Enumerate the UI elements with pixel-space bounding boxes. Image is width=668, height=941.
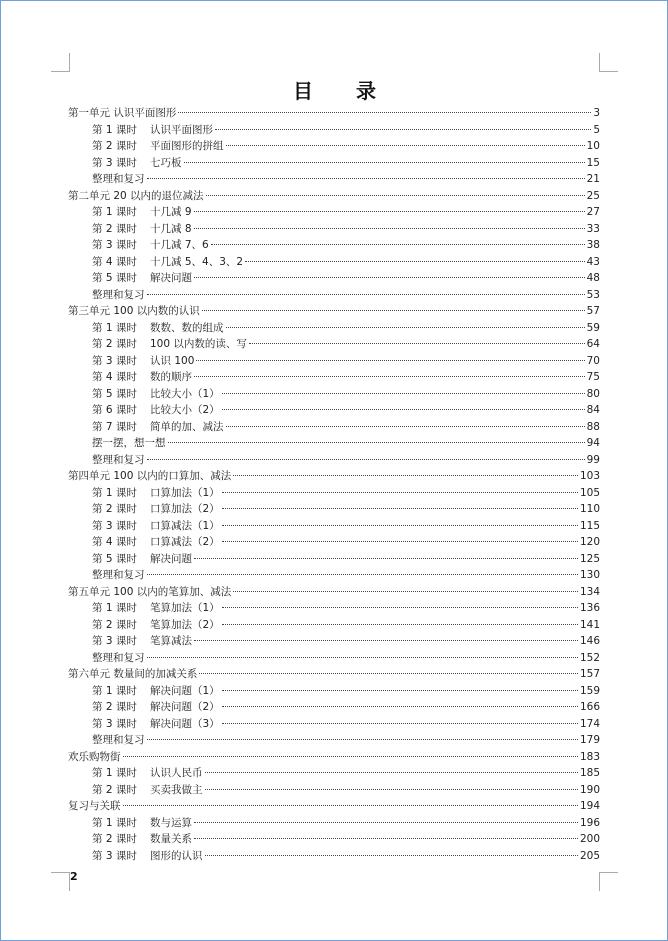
toc-entry-title: 数数、数的组成 — [150, 321, 224, 334]
margin-corner-mark — [51, 872, 70, 891]
toc-page-number: 59 — [586, 321, 600, 334]
toc-lesson-number: 第 1 课时 — [92, 816, 137, 829]
dot-leader — [222, 706, 578, 707]
dot-leader — [226, 145, 585, 146]
toc-page-number: 159 — [579, 684, 600, 697]
dot-leader — [206, 195, 585, 196]
toc-entry-title: 口算加法（1） — [150, 486, 220, 499]
toc-lesson-number: 第 1 课时 — [92, 123, 137, 136]
toc-entry-title: 比较大小（1） — [150, 387, 220, 400]
toc-lesson-number: 第 4 课时 — [92, 536, 137, 548]
dot-leader — [147, 739, 578, 740]
toc-lesson-entry[interactable] — [68, 551, 600, 568]
toc-lesson-entry[interactable] — [68, 831, 600, 848]
toc-entry-title: 解决问题（3） — [150, 717, 220, 730]
toc-page-number: 10 — [586, 140, 600, 152]
toc-lesson-entry[interactable] — [68, 254, 600, 271]
dot-leader — [194, 376, 585, 377]
dot-leader — [211, 244, 585, 245]
dot-leader — [123, 805, 578, 806]
toc-page-number: 84 — [586, 404, 600, 416]
toc-page-number: 25 — [586, 189, 600, 202]
dot-leader — [194, 211, 585, 212]
toc-lesson-entry[interactable] — [68, 386, 600, 403]
dot-leader — [196, 360, 584, 361]
toc-page-number: 136 — [579, 602, 600, 614]
toc-lesson-number: 第 3 课时 — [92, 635, 137, 647]
toc-lesson-number: 第 3 课时 — [92, 717, 137, 730]
dot-leader — [194, 822, 578, 823]
dot-leader — [194, 838, 578, 839]
toc-lesson-number: 第 2 课时 — [92, 338, 137, 350]
toc-unit-entry[interactable] — [68, 749, 600, 766]
dot-leader — [226, 426, 585, 427]
toc-lesson-entry[interactable] — [68, 699, 600, 716]
toc-entry-title: 第四单元 100 以内的口算加、减法 — [68, 470, 232, 482]
toc-lesson-number: 第 3 课时 — [92, 156, 137, 169]
toc-page-number: 94 — [586, 437, 600, 449]
dot-leader — [233, 475, 578, 476]
toc-lesson-number: 第 5 课时 — [92, 272, 137, 284]
toc-entry-title: 平面图形的拼组 — [150, 140, 224, 152]
toc-entry-title: 十几减 8 — [150, 222, 192, 235]
toc-lesson-number: 第 5 课时 — [92, 387, 137, 400]
toc-page-number: 88 — [586, 420, 600, 433]
toc-page-number: 115 — [579, 519, 600, 532]
toc-lesson-number: 第 4 课时 — [92, 371, 137, 383]
toc-entry-title: 买卖我做主 — [150, 783, 203, 796]
toc-entry-title: 摆一摆，想一想 — [92, 437, 166, 449]
toc-lesson-entry[interactable] — [68, 435, 600, 452]
toc-page-number: 57 — [586, 305, 600, 317]
dot-leader — [147, 657, 578, 658]
toc-entry-title: 第三单元 100 以内数的认识 — [68, 305, 200, 317]
dot-leader — [233, 591, 578, 592]
toc-entry-title: 笔算加法（1） — [150, 602, 220, 614]
toc-entry-title: 整理和复习 — [92, 173, 145, 185]
page-number: 2 — [70, 870, 78, 883]
toc-page-number: 33 — [586, 222, 600, 235]
toc-entry-title: 复习与关联 — [68, 800, 121, 812]
toc-entry-title: 口算减法（1） — [150, 519, 220, 532]
toc-page-number: 183 — [579, 750, 600, 763]
toc-page-number: 196 — [579, 816, 600, 829]
toc-entry-title: 第一单元 认识平面图形 — [68, 107, 177, 119]
toc-lesson-entry[interactable] — [68, 765, 600, 782]
toc-lesson-entry[interactable] — [68, 171, 600, 188]
margin-corner-mark — [599, 872, 618, 891]
dot-leader — [194, 277, 585, 278]
toc-entry-title: 解决问题（1） — [150, 684, 220, 697]
dot-leader — [249, 343, 585, 344]
toc-lesson-number: 第 2 课时 — [92, 618, 137, 631]
dot-leader — [147, 574, 578, 575]
toc-page-number: 64 — [586, 338, 600, 350]
toc-entry-title: 十几减 7、6 — [150, 239, 209, 251]
toc-lesson-entry[interactable] — [68, 732, 600, 749]
toc-lesson-number: 第 2 课时 — [92, 503, 137, 515]
toc-lesson-number: 第 2 课时 — [92, 222, 137, 235]
toc-lesson-number: 第 2 课时 — [92, 140, 137, 152]
toc-page-number: 179 — [579, 734, 600, 746]
toc-entry-title: 笔算减法 — [150, 635, 192, 647]
dot-leader — [147, 459, 585, 460]
toc-page-number: 80 — [586, 387, 600, 400]
toc-lesson-number: 第 1 课时 — [92, 767, 137, 779]
toc-lesson-entry[interactable] — [68, 138, 600, 155]
toc-lesson-entry[interactable] — [68, 336, 600, 353]
dot-leader — [222, 690, 578, 691]
toc-lesson-entry[interactable] — [68, 716, 600, 733]
toc-lesson-entry[interactable] — [68, 221, 600, 238]
dot-leader — [205, 855, 578, 856]
toc-page-number: 157 — [579, 668, 600, 680]
toc-page-number: 27 — [586, 206, 600, 218]
toc-lesson-entry[interactable] — [68, 815, 600, 832]
toc-lesson-entry[interactable] — [68, 518, 600, 535]
toc-entry-title: 解决问题（2） — [150, 701, 220, 713]
toc-entry-title: 认识平面图形 — [150, 123, 213, 136]
toc-lesson-number: 第 2 课时 — [92, 833, 137, 845]
toc-entry-title: 图形的认识 — [150, 849, 203, 862]
page-title: 目 录 — [293, 79, 377, 103]
toc-lesson-entry[interactable] — [68, 600, 600, 617]
toc-lesson-number: 第 3 课时 — [92, 849, 137, 862]
toc-lesson-entry[interactable] — [68, 567, 600, 584]
toc-page-number: 38 — [586, 239, 600, 251]
dot-leader — [222, 492, 578, 493]
toc-lesson-entry[interactable] — [68, 287, 600, 304]
toc-page-number: 120 — [579, 536, 600, 548]
toc-lesson-entry[interactable] — [68, 155, 600, 172]
toc-entry-title: 解决问题 — [150, 272, 192, 284]
toc-lesson-number: 第 6 课时 — [92, 404, 137, 416]
dot-leader — [215, 129, 591, 130]
toc-lesson-entry[interactable] — [68, 353, 600, 370]
toc-entry-title: 数量关系 — [150, 833, 192, 845]
toc-unit-entry[interactable] — [68, 468, 600, 485]
toc-lesson-number: 第 7 课时 — [92, 420, 137, 433]
dot-leader — [222, 723, 578, 724]
dot-leader — [222, 624, 578, 625]
toc-lesson-number: 第 4 课时 — [92, 255, 137, 268]
toc-lesson-entry[interactable] — [68, 419, 600, 436]
toc-lesson-entry[interactable] — [68, 237, 600, 254]
toc-entry-title: 认识人民币 — [150, 767, 203, 779]
toc-page-number: 5 — [593, 123, 600, 136]
toc-entry-title: 整理和复习 — [92, 453, 145, 466]
toc-lesson-number: 第 2 课时 — [92, 783, 137, 796]
dot-leader — [147, 294, 585, 295]
toc-entry-title: 整理和复习 — [92, 651, 145, 664]
toc-page-number: 3 — [593, 107, 600, 119]
dot-leader — [222, 393, 585, 394]
dot-leader — [184, 162, 585, 163]
dot-leader — [123, 756, 578, 757]
dot-leader — [205, 772, 578, 773]
toc-lesson-number: 第 1 课时 — [92, 602, 137, 614]
toc-page-number: 15 — [586, 156, 600, 169]
toc-page-number: 43 — [586, 255, 600, 268]
toc-entry-title: 第六单元 数量间的加减关系 — [68, 668, 198, 680]
dot-leader — [147, 178, 585, 179]
toc-entry-title: 十几减 9 — [150, 206, 192, 218]
margin-corner-mark — [51, 53, 70, 72]
dot-leader — [194, 640, 578, 641]
toc-entry-title: 100 以内数的读、写 — [150, 338, 247, 350]
toc-page-number: 53 — [586, 288, 600, 301]
toc-lesson-entry[interactable] — [68, 452, 600, 469]
toc-entry-title: 十几减 5、4、3、2 — [150, 255, 244, 268]
table-of-contents — [68, 105, 600, 864]
toc-entry-title: 比较大小（2） — [150, 404, 220, 416]
toc-entry-title: 数的顺序 — [150, 371, 192, 383]
toc-entry-title: 解决问题 — [150, 552, 192, 565]
dot-leader — [222, 607, 578, 608]
toc-lesson-entry[interactable] — [68, 485, 600, 502]
dot-leader — [178, 112, 591, 113]
dot-leader — [226, 327, 585, 328]
toc-lesson-number: 第 1 课时 — [92, 486, 137, 499]
dot-leader — [194, 558, 578, 559]
toc-lesson-entry[interactable] — [68, 320, 600, 337]
dot-leader — [168, 442, 585, 443]
toc-page-number: 103 — [579, 470, 600, 482]
toc-page-number: 141 — [579, 618, 600, 631]
toc-lesson-number: 第 1 课时 — [92, 684, 137, 697]
toc-lesson-entry[interactable] — [68, 122, 600, 139]
toc-lesson-entry[interactable] — [68, 402, 600, 419]
toc-entry-title: 欢乐购物街 — [68, 750, 121, 763]
dot-leader — [222, 541, 578, 542]
toc-page-number: 174 — [579, 717, 600, 730]
toc-entry-title: 整理和复习 — [92, 734, 145, 746]
toc-page-number: 70 — [586, 354, 600, 367]
toc-entry-title: 口算加法（2） — [150, 503, 220, 515]
toc-lesson-number: 第 1 课时 — [92, 321, 137, 334]
toc-lesson-entry[interactable] — [68, 782, 600, 799]
toc-lesson-entry[interactable] — [68, 617, 600, 634]
toc-entry-title: 整理和复习 — [92, 569, 145, 581]
toc-entry-title: 简单的加、减法 — [150, 420, 224, 433]
toc-unit-entry[interactable] — [68, 798, 600, 815]
toc-lesson-entry[interactable] — [68, 633, 600, 650]
toc-unit-entry[interactable] — [68, 105, 600, 122]
toc-page-number: 146 — [579, 635, 600, 647]
toc-lesson-number: 第 3 课时 — [92, 239, 137, 251]
toc-lesson-entry[interactable] — [68, 848, 600, 865]
toc-entry-title: 口算减法（2） — [150, 536, 220, 548]
toc-page-number: 48 — [586, 272, 600, 284]
toc-page-number: 152 — [579, 651, 600, 664]
dot-leader — [222, 508, 578, 509]
toc-lesson-entry[interactable] — [68, 534, 600, 551]
toc-entry-title: 数与运算 — [150, 816, 192, 829]
dot-leader — [194, 228, 585, 229]
toc-page-number: 200 — [579, 833, 600, 845]
toc-page-number: 134 — [579, 585, 600, 598]
toc-entry-title: 认识 100 — [150, 354, 195, 367]
toc-lesson-entry[interactable] — [68, 270, 600, 287]
toc-entry-title: 第二单元 20 以内的退位减法 — [68, 189, 204, 202]
toc-entry-title: 整理和复习 — [92, 288, 145, 301]
toc-entry-title: 第五单元 100 以内的笔算加、减法 — [68, 585, 232, 598]
toc-page-number: 21 — [586, 173, 600, 185]
toc-lesson-entry[interactable] — [68, 650, 600, 667]
toc-lesson-number: 第 1 课时 — [92, 206, 137, 218]
toc-lesson-entry[interactable] — [68, 501, 600, 518]
toc-unit-entry[interactable] — [68, 188, 600, 205]
dot-leader — [205, 789, 578, 790]
toc-page-number: 125 — [579, 552, 600, 565]
toc-unit-entry[interactable] — [68, 666, 600, 683]
toc-unit-entry[interactable] — [68, 303, 600, 320]
toc-page-number: 185 — [579, 767, 600, 779]
dot-leader — [245, 261, 585, 262]
toc-unit-entry[interactable] — [68, 584, 600, 601]
dot-leader — [222, 525, 578, 526]
toc-page-number: 105 — [579, 486, 600, 499]
toc-page-number: 205 — [579, 849, 600, 862]
toc-entry-title: 七巧板 — [150, 156, 182, 169]
toc-lesson-entry[interactable] — [68, 204, 600, 221]
toc-lesson-number: 第 3 课时 — [92, 354, 137, 367]
toc-page-number: 166 — [579, 701, 600, 713]
toc-page-number: 130 — [579, 569, 600, 581]
toc-page-number: 75 — [586, 371, 600, 383]
margin-corner-mark — [599, 53, 618, 72]
toc-lesson-entry[interactable] — [68, 683, 600, 700]
dot-leader — [199, 673, 578, 674]
toc-lesson-entry[interactable] — [68, 369, 600, 386]
toc-lesson-number: 第 2 课时 — [92, 701, 137, 713]
dot-leader — [202, 310, 585, 311]
toc-page-number: 99 — [586, 453, 600, 466]
toc-page-number: 110 — [579, 503, 600, 515]
toc-page-number: 194 — [579, 800, 600, 812]
toc-lesson-number: 第 5 课时 — [92, 552, 137, 565]
toc-lesson-number: 第 3 课时 — [92, 519, 137, 532]
toc-entry-title: 笔算加法（2） — [150, 618, 220, 631]
dot-leader — [222, 409, 585, 410]
toc-page-number: 190 — [579, 783, 600, 796]
